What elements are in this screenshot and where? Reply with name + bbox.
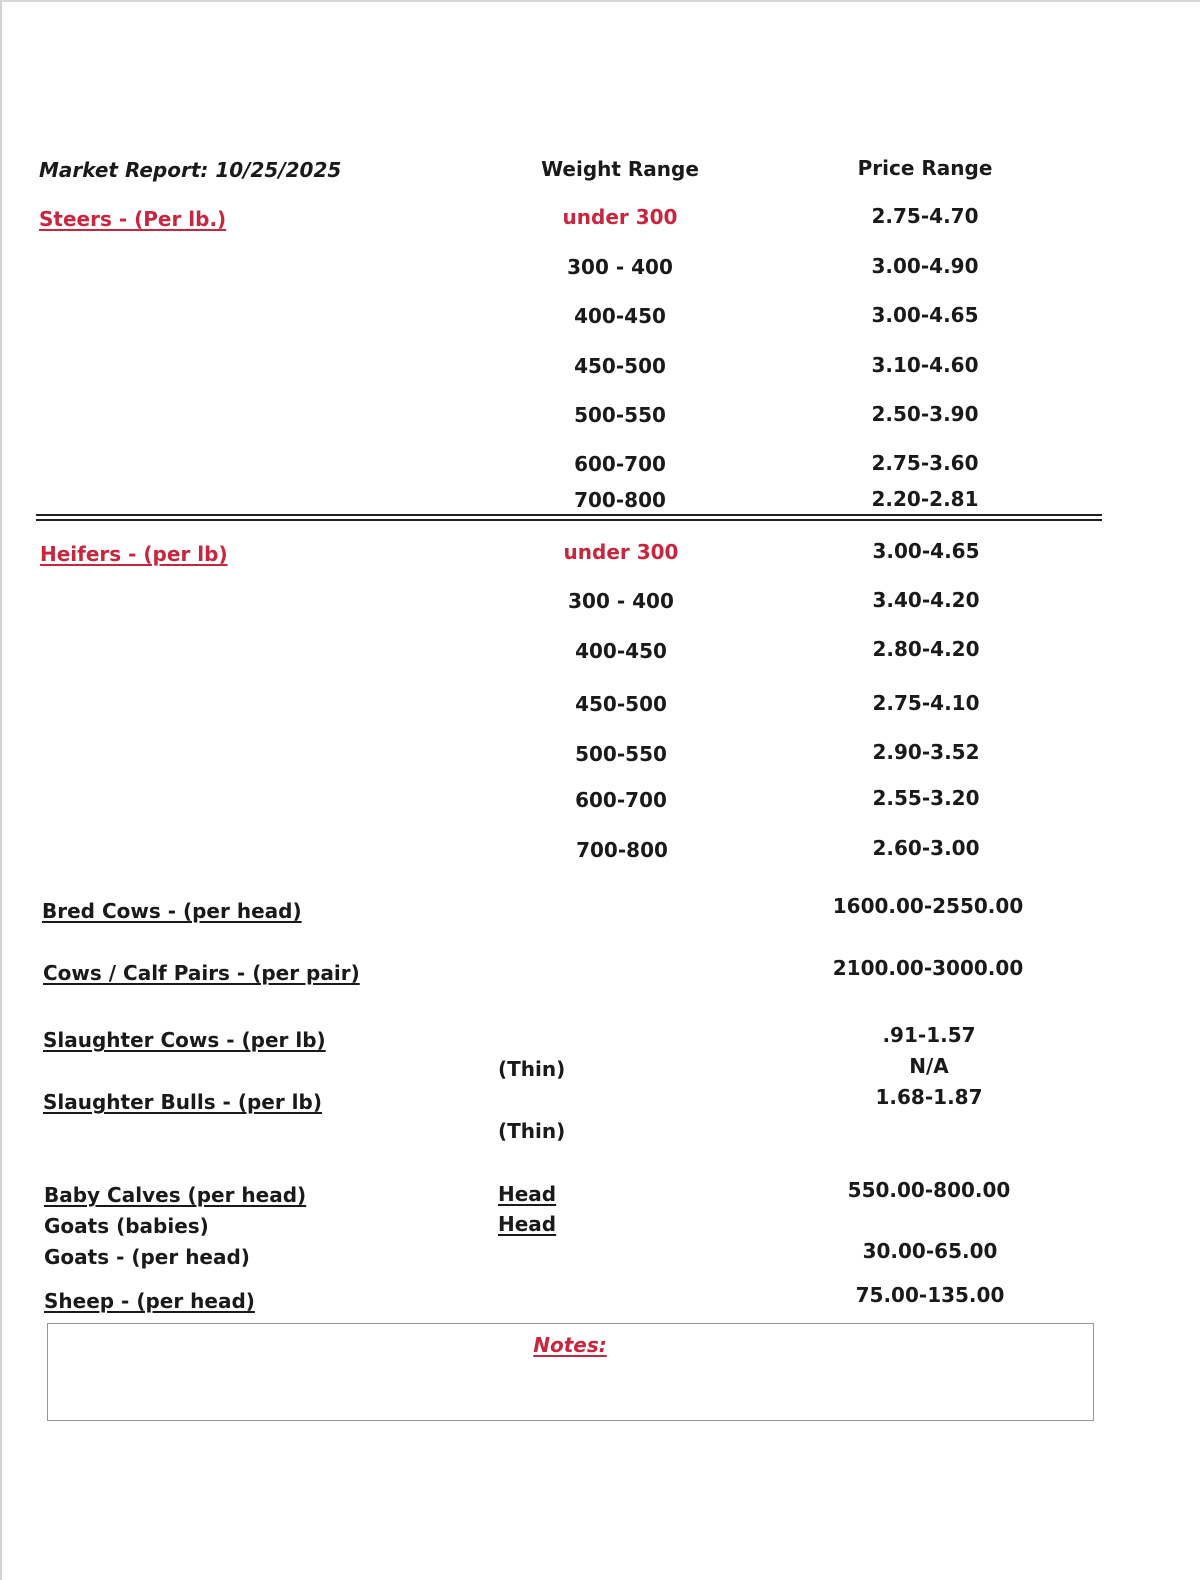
slaughter-cows-thin-price: N/A bbox=[909, 1054, 949, 1078]
steers-weight: 400-450 bbox=[574, 304, 666, 328]
heifers-weight: 400-450 bbox=[575, 639, 667, 663]
slaughter-cows-label: Slaughter Cows - (per lb) bbox=[43, 1028, 326, 1052]
steers-weight: 450-500 bbox=[574, 354, 666, 378]
goats-label: Goats - (per head) bbox=[44, 1245, 250, 1269]
baby-calves-label: Baby Calves (per head) bbox=[44, 1183, 307, 1207]
heifers-label: Heifers - (per lb) bbox=[40, 542, 228, 566]
steers-weight: 300 - 400 bbox=[567, 255, 673, 279]
report-title: Market Report: 10/25/2025 bbox=[39, 158, 342, 182]
steers-price: 3.10-4.60 bbox=[871, 353, 979, 377]
baby-calves-price: 550.00-800.00 bbox=[847, 1178, 1011, 1202]
heifers-weight: 600-700 bbox=[575, 788, 667, 812]
slaughter-bulls-label: Slaughter Bulls - (per lb) bbox=[43, 1090, 322, 1114]
steers-price: 2.75-3.60 bbox=[871, 451, 979, 475]
heifers-weight: 300 - 400 bbox=[568, 589, 674, 613]
cow-calf-pairs-price: 2100.00-3000.00 bbox=[832, 956, 1024, 980]
steers-weight: 600-700 bbox=[574, 452, 666, 476]
baby-calves-unit: Head bbox=[498, 1182, 557, 1206]
heifers-price: 2.75-4.10 bbox=[872, 691, 980, 715]
steers-weight: 700-800 bbox=[574, 488, 666, 512]
steers-weight: 500-550 bbox=[574, 403, 666, 427]
scan-edge-top bbox=[0, 0, 1200, 2]
slaughter-bulls-thin-label: (Thin) bbox=[498, 1119, 566, 1143]
heifers-price: 3.40-4.20 bbox=[872, 588, 980, 612]
heifers-price: 2.80-4.20 bbox=[872, 637, 980, 661]
heifers-weight: 700-800 bbox=[576, 838, 668, 862]
price-range-header: Price Range bbox=[857, 156, 993, 180]
steers-price: 3.00-4.90 bbox=[871, 254, 979, 278]
slaughter-bulls-price: 1.68-1.87 bbox=[875, 1085, 983, 1109]
goats-price: 30.00-65.00 bbox=[862, 1239, 998, 1263]
steers-price: 3.00-4.65 bbox=[871, 303, 979, 327]
sheep-price: 75.00-135.00 bbox=[855, 1283, 1005, 1307]
section-divider-top bbox=[36, 514, 1102, 516]
steers-label: Steers - (Per lb.) bbox=[39, 207, 227, 231]
steers-price: 2.50-3.90 bbox=[871, 402, 979, 426]
sheep-label: Sheep - (per head) bbox=[44, 1289, 255, 1313]
heifers-price: 3.00-4.65 bbox=[872, 539, 980, 563]
heifers-price: 2.60-3.00 bbox=[872, 836, 980, 860]
goats-babies-label: Goats (babies) bbox=[44, 1214, 209, 1238]
heifers-weight: under 300 bbox=[563, 540, 679, 564]
steers-price: 2.75-4.70 bbox=[871, 204, 979, 228]
heifers-weight: 450-500 bbox=[575, 692, 667, 716]
slaughter-cows-thin-label: (Thin) bbox=[498, 1057, 566, 1081]
goats-babies-unit: Head bbox=[498, 1212, 557, 1236]
bred-cows-label: Bred Cows - (per head) bbox=[42, 899, 302, 923]
heifers-price: 2.90-3.52 bbox=[872, 740, 980, 764]
cow-calf-pairs-label: Cows / Calf Pairs - (per pair) bbox=[43, 961, 360, 985]
bred-cows-price: 1600.00-2550.00 bbox=[832, 894, 1024, 918]
weight-range-header: Weight Range bbox=[541, 157, 699, 181]
steers-price: 2.20-2.81 bbox=[871, 487, 979, 511]
slaughter-cows-price: .91-1.57 bbox=[882, 1023, 976, 1047]
section-divider-bottom bbox=[36, 519, 1102, 521]
notes-label: Notes: bbox=[533, 1333, 607, 1357]
scan-edge-left bbox=[0, 0, 2, 1580]
heifers-price: 2.55-3.20 bbox=[872, 786, 980, 810]
heifers-weight: 500-550 bbox=[575, 742, 667, 766]
steers-weight: under 300 bbox=[562, 205, 678, 229]
